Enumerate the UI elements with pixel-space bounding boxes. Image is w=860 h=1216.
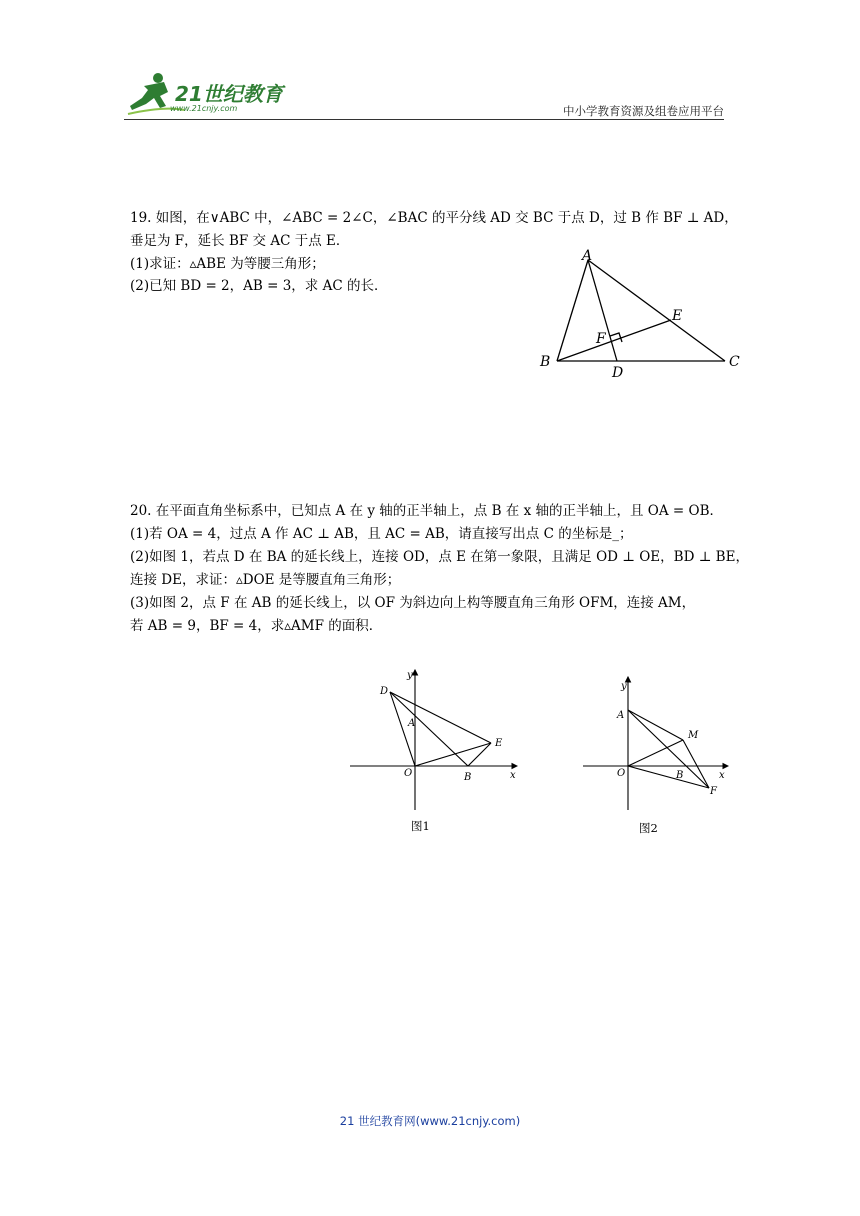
label-x: x [510,770,516,781]
segment-db [390,692,468,766]
segment-ab [557,260,588,361]
label-d: D [380,686,389,697]
label-m: M [688,730,699,741]
platform-name: 中小学教育资源及组卷应用平台 [563,104,724,118]
label-a: A [408,718,416,729]
segment-om [628,740,683,766]
logo-text: 21世纪教育 [175,82,283,106]
figure-1-caption: 图1 [411,819,430,833]
logo-url: www.21cnjy.com [170,104,238,113]
footer-link[interactable]: 21 世纪教育网(www.21cnjy.com) [339,1114,521,1128]
segment-ac [588,260,725,361]
label-f: F [710,786,717,797]
figure-2-caption: 图2 [639,821,658,835]
label-b: B [464,772,472,783]
label-c: C [729,354,740,370]
q20-figure-1 [345,665,525,815]
label-y: y [621,681,627,692]
segment-af [628,710,709,788]
label-d: D [612,365,624,380]
q20-line-1: 20. 在平面直角坐标系中，已知点 A 在 y 轴的正半轴上，点 B 在 x 轴的正半轴上，且 OA = OB． [130,503,723,519]
q19-part-2: (2)已知 BD = 2，AB = 3，求 AC 的长． [130,278,388,294]
q20-figure-2 [578,672,738,817]
label-f: F [596,331,606,347]
q20-part-2: (2)如图 1，若点 D 在 BA 的延长线上，连接 OD，点 E 在第一象限，且满足 OD ⊥ OE，BD ⊥ BE， [130,549,749,565]
label-x: x [719,770,725,781]
label-e: E [672,308,683,324]
label-b: B [676,770,684,781]
label-b: B [540,354,551,370]
q19-figure [530,240,755,380]
segment-am [628,710,683,740]
label-y: y [407,670,413,681]
q19-part-1: (1)求证：▵ABE 为等腰三角形； [130,256,325,272]
header-divider [124,119,724,120]
q19-line-1: 19. 如图，在∨ABC 中，∠ABC = 2∠C，∠BAC 的平分线 AD 交 BC 于点 D，过 B 作 BF ⊥ AD， [130,210,738,226]
q20-part-1: (1)若 OA = 4，过点 A 作 AC ⊥ AB，且 AC = AB，请直接写出点 C 的坐标是_； [130,526,633,542]
q20-part-2-cont: 连接 DE，求证：▵DOE 是等腰直角三角形； [130,572,401,588]
label-o: O [404,768,413,779]
label-a: A [582,248,593,264]
segment-be [557,320,671,361]
label-o: O [617,768,626,779]
q19-line-2: 垂足为 F，延长 BF 交 AC 于点 E． [130,233,350,249]
q20-part-3: (3)如图 2，点 F 在 AB 的延长线上，以 OF 为斜边向上构等腰直角三角形 OFM，连接 AM， [130,595,696,611]
q20-part-3-cont: 若 AB = 9，BF = 4，求▵AMF 的面积． [130,618,383,634]
label-a: A [617,710,625,721]
segment-mf [683,740,709,788]
label-e: E [495,738,503,749]
